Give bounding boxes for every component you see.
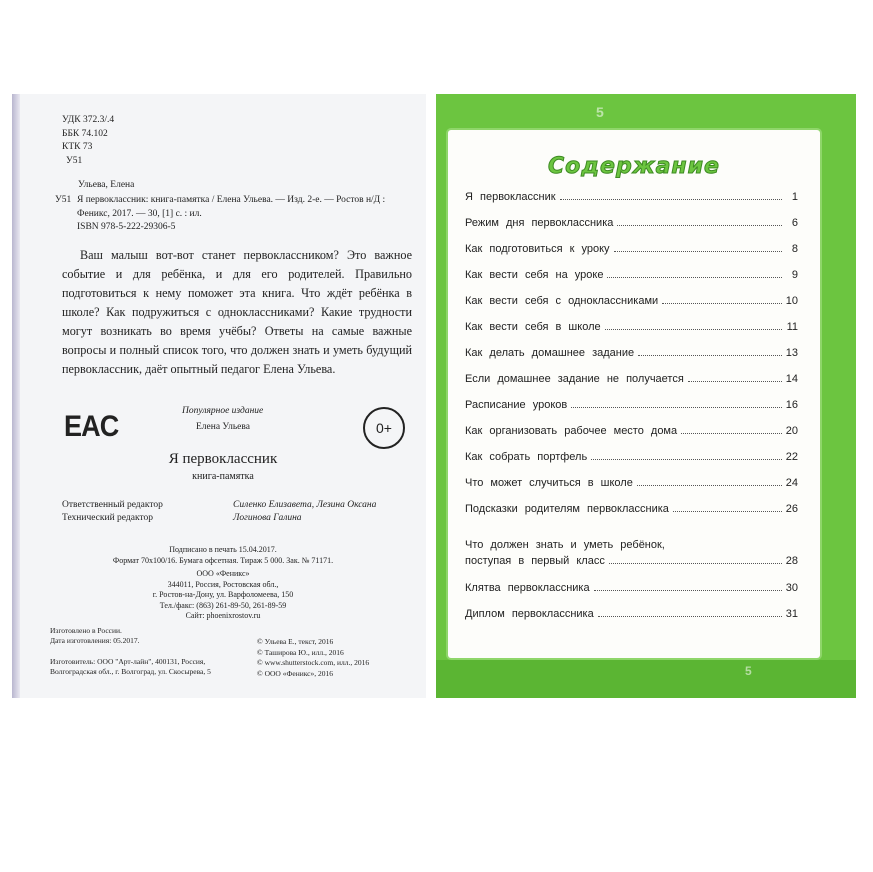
editor-name: Логинова Галина: [233, 513, 302, 523]
book-spine: [12, 94, 20, 698]
manufacturer-info: [50, 657, 211, 677]
print-line: Формат 70x100/16. Бумага офсетная. Тираж 5 000. Зак. № 71171.: [112, 556, 334, 565]
toc-label-line1: Что должен знать и уметь ребёнок,: [465, 539, 665, 551]
age-rating-badge: 0+: [363, 407, 405, 449]
toc-entry[interactable]: [465, 582, 798, 594]
toc-page: 28: [785, 555, 798, 567]
toc-entry[interactable]: [465, 347, 798, 359]
made-line: Изготовлено в России.: [50, 626, 122, 635]
toc-page: 20: [785, 425, 798, 437]
toc-entry[interactable]: [465, 295, 798, 307]
toc-leader: [662, 303, 782, 304]
deco-number: 5: [745, 664, 752, 678]
bib-code: У51: [55, 195, 72, 205]
left-page: [20, 94, 426, 698]
toc-entry[interactable]: [465, 608, 798, 620]
editor-name: Силенко Елизавета, Лезина Оксана: [233, 500, 377, 510]
toc-leader: [614, 251, 782, 252]
editor-role: Технический редактор: [62, 513, 153, 523]
editor-roles: [62, 499, 163, 525]
copyright-line: © Ульева Е., текст, 2016: [257, 637, 334, 646]
toc-label: Как собрать портфель: [465, 451, 588, 463]
toc-label: Подсказки родителям первоклассника: [465, 503, 669, 515]
toc-page: 13: [785, 347, 798, 359]
print-info: [20, 544, 426, 566]
toc-label: Как вести себя в школе: [465, 321, 601, 333]
toc-leader: [609, 563, 782, 564]
bibliographic-record: [55, 194, 420, 221]
udk-line: УДК 372.3/.4: [62, 115, 115, 125]
toc-entry[interactable]: [465, 269, 798, 281]
toc-page: 24: [785, 477, 798, 489]
toc-leader: [681, 433, 782, 434]
toc-label: Как подготовиться к уроку: [465, 243, 610, 255]
publisher-line: 344011, Россия, Ростовская обл.,: [167, 579, 279, 589]
toc-label: Как вести себя на уроке: [465, 269, 604, 281]
contents-panel: [448, 130, 820, 658]
toc-label: поступая в первый класс: [465, 555, 605, 567]
toc-leader: [594, 590, 782, 591]
author-name: Елена Ульева: [196, 422, 250, 432]
toc-label: Режим дня первоклассника: [465, 217, 614, 229]
publisher-line: Сайт: phoenixrostov.ru: [185, 611, 261, 620]
deco-number: 5: [596, 104, 604, 120]
publisher-line: ООО «Феникс»: [196, 569, 250, 578]
toc-label: Что может случиться в школе: [465, 477, 633, 489]
author-code-line: У51: [66, 155, 83, 166]
toc-entry[interactable]: [465, 321, 798, 333]
toc-entry[interactable]: [465, 243, 798, 255]
toc-entry[interactable]: [465, 503, 798, 515]
publisher-line: г. Ростов-на-Дону, ул. Варфоломеева, 150: [152, 590, 294, 599]
publisher-info: [20, 569, 426, 622]
toc-leader: [605, 329, 782, 330]
udk-block: [62, 114, 114, 168]
copyright-line: © ООО «Феникс», 2016: [257, 668, 334, 678]
editor-names: [233, 499, 376, 525]
made-line: Дата изготовления: 05.2017.: [50, 636, 140, 645]
toc-leader: [591, 459, 782, 460]
toc-leader: [617, 225, 782, 226]
toc-label: Как делать домашнее задание: [465, 347, 635, 359]
toc-page: 9: [791, 269, 798, 281]
toc-entry[interactable]: [465, 451, 798, 463]
toc-page: 8: [791, 243, 798, 255]
toc-entry[interactable]: [465, 539, 798, 567]
toc-entry[interactable]: [465, 191, 798, 203]
toc-page: 11: [786, 321, 798, 333]
toc-page: 16: [785, 399, 798, 411]
toc-leader: [637, 485, 782, 486]
toc-label: Как вести себя с одноклассниками: [465, 295, 659, 307]
toc-label: Клятва первоклассника: [465, 582, 590, 594]
print-line: Подписано в печать 15.04.2017.: [169, 545, 277, 554]
toc-label: Как организовать рабочее место дома: [465, 425, 678, 437]
ktk-line: КТК 73: [62, 142, 93, 152]
copyright-line: © www.shutterstock.com, илл., 2016: [257, 658, 370, 667]
right-page-bottom-band: [436, 660, 856, 698]
toc-entry[interactable]: [465, 217, 798, 229]
toc-page: 10: [785, 295, 798, 307]
book-title: Я первоклассник: [168, 451, 278, 467]
toc-page: 6: [791, 217, 798, 229]
toc-entry[interactable]: [465, 425, 798, 437]
toc-label: Я первоклассник: [465, 191, 556, 203]
isbn: ISBN 978-5-222-29306-5: [77, 222, 176, 232]
made-info: [50, 626, 139, 646]
toc-entry[interactable]: [465, 399, 798, 411]
toc-page: 31: [785, 608, 798, 620]
toc-leader: [607, 277, 782, 278]
toc-page: 26: [785, 503, 798, 515]
copyright-line: © Таширова Ю., илл., 2016: [257, 647, 344, 657]
toc-leader: [688, 381, 782, 382]
copyright-info: [257, 637, 369, 679]
toc-label: Если домашнее задание не получается: [465, 373, 684, 385]
bib-text: Я первоклассник: книга-памятка / Елена Ульева. — Изд. 2-е. — Ростов н/Д : Феникс, 2017. — 30, [1] с. : ил.: [77, 195, 386, 219]
publisher-line: Тел./факс: (863) 261-89-50, 261-89-59: [159, 600, 287, 610]
toc-page: 30: [785, 582, 798, 594]
bbk-line: ББК 74.102: [62, 128, 108, 139]
toc-leader: [638, 355, 782, 356]
author-heading: Ульева, Елена: [78, 180, 135, 190]
toc-leader: [673, 511, 782, 512]
manufacturer-line: Изготовитель: ООО "Арт-лайн", 400131, Россия,: [50, 657, 206, 666]
toc-leader: [571, 407, 782, 408]
toc-page: 14: [785, 373, 798, 385]
toc-label: Диплом первоклассника: [465, 608, 594, 620]
eac-mark: EAC: [64, 410, 119, 443]
toc-label: Расписание уроков: [465, 399, 568, 411]
toc-entry[interactable]: [465, 373, 798, 385]
manufacturer-line: Волгоградская обл., г. Волгоград, ул. Скосырева, 5: [50, 667, 211, 676]
annotation: Ваш малыш вот-вот станет первоклассником? Это важное событие и для ребёнка, и для его родителей. Правильно подготовиться к нему поможет эта книга. Что ждёт ребёнка в школе? Как подружиться с одноклассниками? Какие трудности могут возникать во время учёбы? Ответы на самые важные вопросы и полный список того, что должен знать и уметь будущий первоклассник, даёт опытный педагог Елена Ульева.: [62, 248, 412, 376]
toc-entry[interactable]: [465, 477, 798, 489]
contents-title: Содержание: [548, 154, 720, 179]
toc-leader: [598, 616, 782, 617]
toc-page: 22: [785, 451, 798, 463]
toc-leader: [560, 199, 782, 200]
toc-page: 1: [791, 191, 798, 203]
editor-role: Ответственный редактор: [62, 500, 163, 510]
popular-edition: Популярное издание: [182, 406, 264, 416]
book-subtitle: книга-памятка: [192, 471, 254, 482]
